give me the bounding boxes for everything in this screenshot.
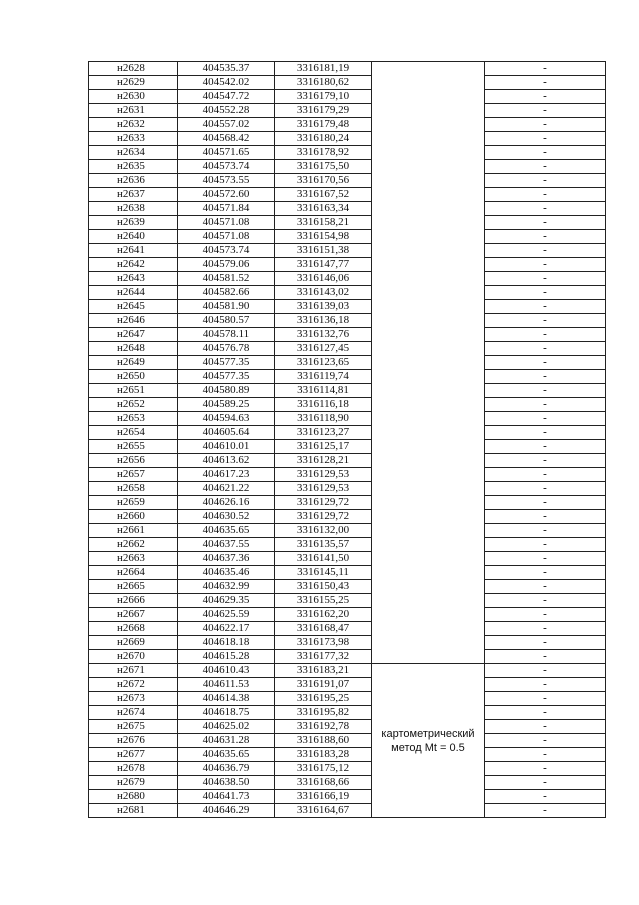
- table-row: [89, 356, 606, 370]
- x-coordinate-cell: 404635.46: [178, 566, 275, 580]
- y-coordinate-cell: 3316179,10: [275, 90, 372, 104]
- x-coordinate-cell: 404542.02: [178, 76, 275, 90]
- table-row: [89, 300, 606, 314]
- y-coordinate-cell: 3316132,76: [275, 328, 372, 342]
- point-id-cell: н2667: [89, 608, 178, 622]
- y-coordinate-cell: 3316179,48: [275, 118, 372, 132]
- point-id-cell: н2679: [89, 776, 178, 790]
- x-coordinate-cell: 404641.73: [178, 790, 275, 804]
- y-coordinate-cell: 3316139,03: [275, 300, 372, 314]
- accuracy-cell: -: [485, 664, 606, 678]
- x-coordinate-cell: 404638.50: [178, 776, 275, 790]
- x-coordinate-cell: 404571.84: [178, 202, 275, 216]
- point-id-cell: н2650: [89, 370, 178, 384]
- y-coordinate-cell: 3316123,27: [275, 426, 372, 440]
- y-coordinate-cell: 3316128,21: [275, 454, 372, 468]
- x-coordinate-cell: 404610.01: [178, 440, 275, 454]
- point-id-cell: н2666: [89, 594, 178, 608]
- x-coordinate-cell: 404594.63: [178, 412, 275, 426]
- x-coordinate-cell: 404581.52: [178, 272, 275, 286]
- point-id-cell: н2647: [89, 328, 178, 342]
- point-id-cell: н2658: [89, 482, 178, 496]
- point-id-cell: н2648: [89, 342, 178, 356]
- x-coordinate-cell: 404547.72: [178, 90, 275, 104]
- y-coordinate-cell: 3316168,47: [275, 622, 372, 636]
- accuracy-cell: -: [485, 790, 606, 804]
- point-id-cell: н2657: [89, 468, 178, 482]
- x-coordinate-cell: 404571.08: [178, 216, 275, 230]
- x-coordinate-cell: 404646.29: [178, 804, 275, 818]
- x-coordinate-cell: 404613.62: [178, 454, 275, 468]
- y-coordinate-cell: 3316168,66: [275, 776, 372, 790]
- y-coordinate-cell: 3316154,98: [275, 230, 372, 244]
- y-coordinate-cell: 3316163,34: [275, 202, 372, 216]
- y-coordinate-cell: 3316129,72: [275, 510, 372, 524]
- y-coordinate-cell: 3316180,24: [275, 132, 372, 146]
- table-row: [89, 314, 606, 328]
- accuracy-cell: -: [485, 552, 606, 566]
- point-id-cell: н2672: [89, 678, 178, 692]
- accuracy-cell: -: [485, 608, 606, 622]
- x-coordinate-cell: 404617.23: [178, 468, 275, 482]
- point-id-cell: н2636: [89, 174, 178, 188]
- table-row: [89, 272, 606, 286]
- x-coordinate-cell: 404573.74: [178, 244, 275, 258]
- point-id-cell: н2663: [89, 552, 178, 566]
- point-id-cell: н2661: [89, 524, 178, 538]
- table-row: [89, 510, 606, 524]
- y-coordinate-cell: 3316179,29: [275, 104, 372, 118]
- table-row: [89, 804, 606, 818]
- accuracy-cell: -: [485, 454, 606, 468]
- y-coordinate-cell: 3316181,19: [275, 62, 372, 76]
- y-coordinate-cell: 3316175,50: [275, 160, 372, 174]
- x-coordinate-cell: 404589.25: [178, 398, 275, 412]
- table-row: [89, 188, 606, 202]
- accuracy-cell: -: [485, 468, 606, 482]
- x-coordinate-cell: 404610.43: [178, 664, 275, 678]
- accuracy-cell: -: [485, 76, 606, 90]
- point-id-cell: н2665: [89, 580, 178, 594]
- accuracy-cell: -: [485, 272, 606, 286]
- y-coordinate-cell: 3316147,77: [275, 258, 372, 272]
- x-coordinate-cell: 404573.74: [178, 160, 275, 174]
- y-coordinate-cell: 3316180,62: [275, 76, 372, 90]
- accuracy-cell: -: [485, 720, 606, 734]
- table-row: [89, 566, 606, 580]
- y-coordinate-cell: 3316145,11: [275, 566, 372, 580]
- table-row: [89, 202, 606, 216]
- y-coordinate-cell: 3316192,78: [275, 720, 372, 734]
- point-id-cell: н2639: [89, 216, 178, 230]
- table-row: [89, 482, 606, 496]
- table-row: [89, 230, 606, 244]
- point-id-cell: н2678: [89, 762, 178, 776]
- accuracy-cell: -: [485, 202, 606, 216]
- x-coordinate-cell: 404535.37: [178, 62, 275, 76]
- x-coordinate-cell: 404552.28: [178, 104, 275, 118]
- point-id-cell: н2628: [89, 62, 178, 76]
- x-coordinate-cell: 404635.65: [178, 524, 275, 538]
- table-row: [89, 384, 606, 398]
- table-row: [89, 580, 606, 594]
- table-row: [89, 244, 606, 258]
- point-id-cell: н2649: [89, 356, 178, 370]
- table-row: [89, 790, 606, 804]
- method-cell: [372, 664, 485, 818]
- table-row: [89, 174, 606, 188]
- table-row: [89, 692, 606, 706]
- x-coordinate-cell: 404614.38: [178, 692, 275, 706]
- y-coordinate-cell: 3316118,90: [275, 412, 372, 426]
- point-id-cell: н2643: [89, 272, 178, 286]
- x-coordinate-cell: 404636.79: [178, 762, 275, 776]
- x-coordinate-cell: 404605.64: [178, 426, 275, 440]
- y-coordinate-cell: 3316183,21: [275, 664, 372, 678]
- accuracy-cell: -: [485, 566, 606, 580]
- accuracy-cell: -: [485, 706, 606, 720]
- table-row: [89, 608, 606, 622]
- accuracy-cell: -: [485, 90, 606, 104]
- y-coordinate-cell: 3316129,53: [275, 468, 372, 482]
- accuracy-cell: -: [485, 594, 606, 608]
- point-id-cell: н2659: [89, 496, 178, 510]
- table-row: [89, 370, 606, 384]
- accuracy-cell: -: [485, 762, 606, 776]
- point-id-cell: н2635: [89, 160, 178, 174]
- y-coordinate-cell: 3316129,72: [275, 496, 372, 510]
- x-coordinate-cell: 404577.35: [178, 356, 275, 370]
- point-id-cell: н2646: [89, 314, 178, 328]
- point-id-cell: н2668: [89, 622, 178, 636]
- point-id-cell: н2651: [89, 384, 178, 398]
- accuracy-cell: -: [485, 426, 606, 440]
- accuracy-cell: -: [485, 636, 606, 650]
- table-row: [89, 524, 606, 538]
- point-id-cell: н2674: [89, 706, 178, 720]
- accuracy-cell: -: [485, 370, 606, 384]
- accuracy-cell: -: [485, 104, 606, 118]
- x-coordinate-cell: 404579.06: [178, 258, 275, 272]
- x-coordinate-cell: 404635.65: [178, 748, 275, 762]
- table-row: [89, 62, 606, 76]
- accuracy-cell: -: [485, 496, 606, 510]
- point-id-cell: н2653: [89, 412, 178, 426]
- accuracy-cell: -: [485, 300, 606, 314]
- accuracy-cell: -: [485, 440, 606, 454]
- accuracy-cell: -: [485, 146, 606, 160]
- y-coordinate-cell: 3316125,17: [275, 440, 372, 454]
- x-coordinate-cell: 404571.65: [178, 146, 275, 160]
- accuracy-cell: -: [485, 258, 606, 272]
- table-row: [89, 328, 606, 342]
- x-coordinate-cell: 404631.28: [178, 734, 275, 748]
- table-row: [89, 160, 606, 174]
- table-row: [89, 412, 606, 426]
- y-coordinate-cell: 3316119,74: [275, 370, 372, 384]
- x-coordinate-cell: 404576.78: [178, 342, 275, 356]
- table-row: [89, 552, 606, 566]
- table-row: [89, 104, 606, 118]
- table-row: [89, 258, 606, 272]
- x-coordinate-cell: 404581.90: [178, 300, 275, 314]
- x-coordinate-cell: 404557.02: [178, 118, 275, 132]
- y-coordinate-cell: 3316177,32: [275, 650, 372, 664]
- y-coordinate-cell: 3316162,20: [275, 608, 372, 622]
- x-coordinate-cell: 404637.55: [178, 538, 275, 552]
- table-row: [89, 776, 606, 790]
- x-coordinate-cell: 404580.57: [178, 314, 275, 328]
- x-coordinate-cell: 404626.16: [178, 496, 275, 510]
- y-coordinate-cell: 3316155,25: [275, 594, 372, 608]
- point-id-cell: н2633: [89, 132, 178, 146]
- accuracy-cell: -: [485, 692, 606, 706]
- point-id-cell: н2641: [89, 244, 178, 258]
- table-row: [89, 286, 606, 300]
- accuracy-cell: -: [485, 62, 606, 76]
- point-id-cell: н2669: [89, 636, 178, 650]
- y-coordinate-cell: 3316127,45: [275, 342, 372, 356]
- y-coordinate-cell: 3316175,12: [275, 762, 372, 776]
- point-id-cell: н2634: [89, 146, 178, 160]
- y-coordinate-cell: 3316166,19: [275, 790, 372, 804]
- table-row: [89, 734, 606, 748]
- point-id-cell: н2671: [89, 664, 178, 678]
- accuracy-cell: -: [485, 734, 606, 748]
- table-row: [89, 454, 606, 468]
- point-id-cell: н2681: [89, 804, 178, 818]
- point-id-cell: н2644: [89, 286, 178, 300]
- point-id-cell: н2677: [89, 748, 178, 762]
- table-row: [89, 342, 606, 356]
- accuracy-cell: -: [485, 538, 606, 552]
- y-coordinate-cell: 3316146,06: [275, 272, 372, 286]
- accuracy-cell: -: [485, 580, 606, 594]
- point-id-cell: н2662: [89, 538, 178, 552]
- table-row: [89, 132, 606, 146]
- accuracy-cell: -: [485, 286, 606, 300]
- point-id-cell: н2652: [89, 398, 178, 412]
- y-coordinate-cell: 3316150,43: [275, 580, 372, 594]
- table-row: [89, 748, 606, 762]
- table-row: [89, 76, 606, 90]
- x-coordinate-cell: 404618.18: [178, 636, 275, 650]
- y-coordinate-cell: 3316132,00: [275, 524, 372, 538]
- y-coordinate-cell: 3316136,18: [275, 314, 372, 328]
- accuracy-cell: -: [485, 314, 606, 328]
- table-row: [89, 426, 606, 440]
- x-coordinate-cell: 404622.17: [178, 622, 275, 636]
- coordinates-table: [88, 61, 606, 818]
- accuracy-cell: -: [485, 244, 606, 258]
- accuracy-cell: -: [485, 384, 606, 398]
- y-coordinate-cell: 3316135,57: [275, 538, 372, 552]
- point-id-cell: н2675: [89, 720, 178, 734]
- point-id-cell: н2638: [89, 202, 178, 216]
- x-coordinate-cell: 404618.75: [178, 706, 275, 720]
- table-row: [89, 650, 606, 664]
- accuracy-cell: -: [485, 678, 606, 692]
- y-coordinate-cell: 3316141,50: [275, 552, 372, 566]
- coordinates-table-body: [89, 62, 606, 818]
- point-id-cell: н2656: [89, 454, 178, 468]
- accuracy-cell: -: [485, 398, 606, 412]
- x-coordinate-cell: 404625.02: [178, 720, 275, 734]
- y-coordinate-cell: 3316183,28: [275, 748, 372, 762]
- accuracy-cell: -: [485, 328, 606, 342]
- y-coordinate-cell: 3316151,38: [275, 244, 372, 258]
- table-row: [89, 622, 606, 636]
- accuracy-cell: -: [485, 482, 606, 496]
- accuracy-cell: -: [485, 188, 606, 202]
- y-coordinate-cell: 3316129,53: [275, 482, 372, 496]
- y-coordinate-cell: 3316195,82: [275, 706, 372, 720]
- table-row: [89, 468, 606, 482]
- accuracy-cell: -: [485, 132, 606, 146]
- accuracy-cell: -: [485, 118, 606, 132]
- y-coordinate-cell: 3316114,81: [275, 384, 372, 398]
- point-id-cell: н2676: [89, 734, 178, 748]
- point-id-cell: н2660: [89, 510, 178, 524]
- accuracy-cell: -: [485, 216, 606, 230]
- y-coordinate-cell: 3316178,92: [275, 146, 372, 160]
- x-coordinate-cell: 404621.22: [178, 482, 275, 496]
- point-id-cell: н2629: [89, 76, 178, 90]
- point-id-cell: н2670: [89, 650, 178, 664]
- point-id-cell: н2645: [89, 300, 178, 314]
- table-row: [89, 678, 606, 692]
- x-coordinate-cell: 404611.53: [178, 678, 275, 692]
- point-id-cell: н2655: [89, 440, 178, 454]
- method-label: картометрический метод Mt = 0.5: [381, 727, 475, 754]
- accuracy-cell: -: [485, 160, 606, 174]
- accuracy-cell: -: [485, 174, 606, 188]
- point-id-cell: н2673: [89, 692, 178, 706]
- point-id-cell: н2680: [89, 790, 178, 804]
- point-id-cell: н2637: [89, 188, 178, 202]
- y-coordinate-cell: 3316167,52: [275, 188, 372, 202]
- x-coordinate-cell: 404568.42: [178, 132, 275, 146]
- x-coordinate-cell: 404573.55: [178, 174, 275, 188]
- accuracy-cell: -: [485, 622, 606, 636]
- y-coordinate-cell: 3316123,65: [275, 356, 372, 370]
- accuracy-cell: -: [485, 342, 606, 356]
- table-row: [89, 706, 606, 720]
- y-coordinate-cell: 3316188,60: [275, 734, 372, 748]
- accuracy-cell: -: [485, 748, 606, 762]
- table-row: [89, 118, 606, 132]
- y-coordinate-cell: 3316164,67: [275, 804, 372, 818]
- table-row: [89, 90, 606, 104]
- point-id-cell: н2630: [89, 90, 178, 104]
- y-coordinate-cell: 3316195,25: [275, 692, 372, 706]
- table-row: [89, 664, 606, 678]
- accuracy-cell: -: [485, 776, 606, 790]
- x-coordinate-cell: 404582.66: [178, 286, 275, 300]
- x-coordinate-cell: 404632.99: [178, 580, 275, 594]
- table-row: [89, 538, 606, 552]
- method-cell-upper: [372, 62, 485, 664]
- y-coordinate-cell: 3316116,18: [275, 398, 372, 412]
- x-coordinate-cell: 404572.60: [178, 188, 275, 202]
- y-coordinate-cell: 3316170,56: [275, 174, 372, 188]
- accuracy-cell: -: [485, 412, 606, 426]
- y-coordinate-cell: 3316143,02: [275, 286, 372, 300]
- x-coordinate-cell: 404637.36: [178, 552, 275, 566]
- y-coordinate-cell: 3316173,98: [275, 636, 372, 650]
- accuracy-cell: -: [485, 804, 606, 818]
- table-row: [89, 636, 606, 650]
- x-coordinate-cell: 404629.35: [178, 594, 275, 608]
- table-row: [89, 762, 606, 776]
- point-id-cell: н2664: [89, 566, 178, 580]
- x-coordinate-cell: 404577.35: [178, 370, 275, 384]
- table-row: [89, 398, 606, 412]
- x-coordinate-cell: 404625.59: [178, 608, 275, 622]
- x-coordinate-cell: 404571.08: [178, 230, 275, 244]
- x-coordinate-cell: 404580.89: [178, 384, 275, 398]
- table-row: [89, 146, 606, 160]
- accuracy-cell: -: [485, 230, 606, 244]
- x-coordinate-cell: 404578.11: [178, 328, 275, 342]
- point-id-cell: н2640: [89, 230, 178, 244]
- table-row: [89, 594, 606, 608]
- y-coordinate-cell: 3316158,21: [275, 216, 372, 230]
- accuracy-cell: -: [485, 510, 606, 524]
- x-coordinate-cell: 404630.52: [178, 510, 275, 524]
- accuracy-cell: -: [485, 356, 606, 370]
- point-id-cell: н2642: [89, 258, 178, 272]
- accuracy-cell: -: [485, 524, 606, 538]
- point-id-cell: н2631: [89, 104, 178, 118]
- table-row: [89, 496, 606, 510]
- accuracy-cell: -: [485, 650, 606, 664]
- table-row: [89, 440, 606, 454]
- y-coordinate-cell: 3316191,07: [275, 678, 372, 692]
- table-row: [89, 216, 606, 230]
- point-id-cell: н2632: [89, 118, 178, 132]
- point-id-cell: н2654: [89, 426, 178, 440]
- table-row: [89, 720, 606, 734]
- x-coordinate-cell: 404615.28: [178, 650, 275, 664]
